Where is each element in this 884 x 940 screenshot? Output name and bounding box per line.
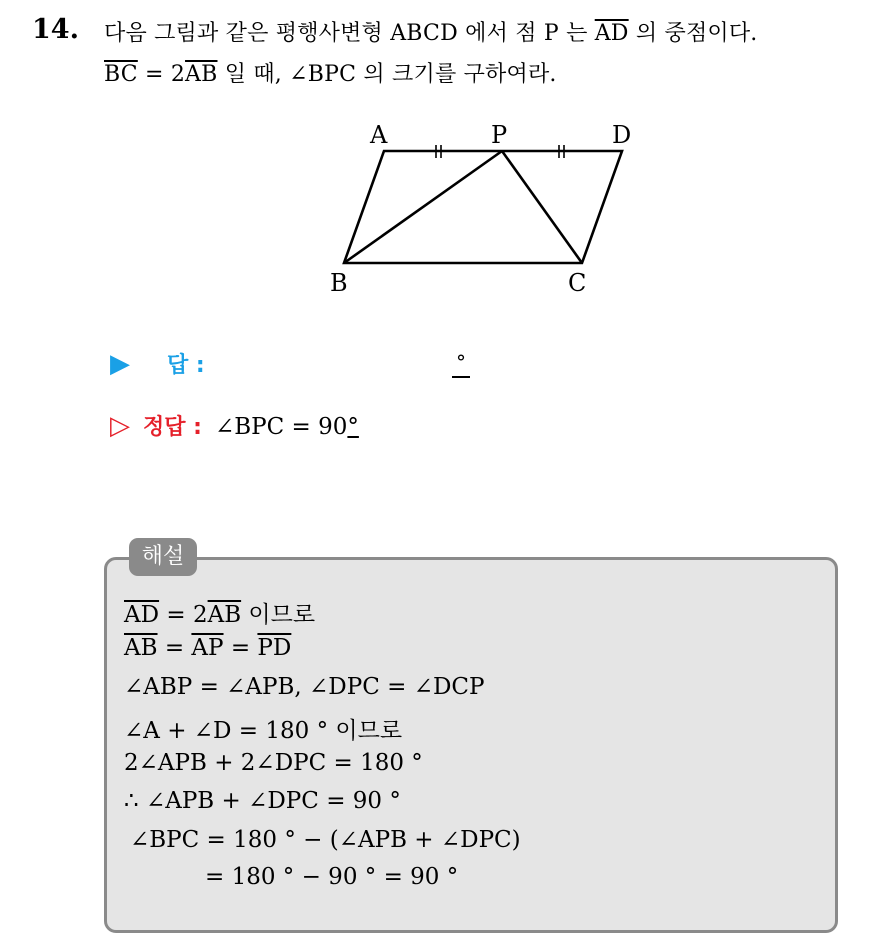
question-text: 다음 그림과 같은 평행사변형 ABCD 에서 점 P 는 <box>104 21 595 46</box>
solution-line-8: = 180 ° − 90 ° = 90 ° <box>205 864 459 890</box>
question-text-line1 <box>104 16 758 47</box>
degree-symbol: ° <box>347 414 359 440</box>
solution-line-6: ∴ ∠APB + ∠DPC = 90 ° <box>124 788 401 814</box>
solution-line-7: ∠BPC = 180 ° − (∠APB + ∠DPC) <box>130 827 521 853</box>
question-number: 14. <box>32 14 79 45</box>
question-text: 의 중점이다. <box>628 21 758 46</box>
play-icon: ▶ <box>110 349 130 379</box>
correct-answer-row <box>110 410 359 441</box>
segment-pd: $\overline{PD}$ <box>257 635 292 661</box>
solution-line-2 <box>124 635 291 661</box>
answer-input[interactable] <box>452 350 470 378</box>
question-text-line2 <box>104 57 557 88</box>
outline-triangle-icon: ▷ <box>110 411 130 441</box>
solution-text: 이므로 <box>241 602 316 628</box>
answer-row <box>110 348 205 379</box>
segment-ab: $\overline{AB}$ <box>124 635 158 661</box>
segment-ab: $\overline{AB}$ <box>185 62 218 87</box>
question-text: 일 때, ∠BPC 의 크기를 구하여라. <box>217 62 557 87</box>
segment-bc: $\overline{BC}$ <box>104 62 138 87</box>
label-c: C <box>568 269 587 297</box>
parallelogram-figure <box>320 115 640 300</box>
label-a: A <box>370 121 388 149</box>
degree-symbol: ° <box>456 350 466 374</box>
answer-label: 답 : <box>167 353 205 378</box>
solution-line-3: ∠ABP = ∠APB, ∠DPC = ∠DCP <box>124 674 485 700</box>
label-b: B <box>330 269 348 297</box>
segment-ad: $\overline{AD}$ <box>124 602 160 628</box>
segment-ap: $\overline{AP}$ <box>191 635 224 661</box>
solution-line-4: ∠A + ∠D = 180 ° 이므로 <box>124 718 403 744</box>
segment-ab: $\overline{AB}$ <box>207 602 242 628</box>
segment-ad: $\overline{AD}$ <box>594 21 629 46</box>
parallelogram-abcd <box>344 151 622 263</box>
question-text: = 2 <box>137 62 186 87</box>
label-p: P <box>491 121 508 149</box>
solution-line-5: 2∠APB + 2∠DPC = 180 ° <box>124 750 423 776</box>
solution-line-1 <box>124 596 315 629</box>
segment-pc <box>502 151 582 263</box>
segment-pb <box>344 151 502 263</box>
solution-text: = <box>157 635 192 661</box>
solution-tab: 해설 <box>129 538 197 576</box>
solution-text: = <box>223 635 258 661</box>
correct-answer-value: ∠BPC = 90 <box>214 414 348 440</box>
correct-label: 정답 : <box>143 415 202 440</box>
solution-text: = 2 <box>159 602 208 628</box>
label-d: D <box>612 121 632 149</box>
